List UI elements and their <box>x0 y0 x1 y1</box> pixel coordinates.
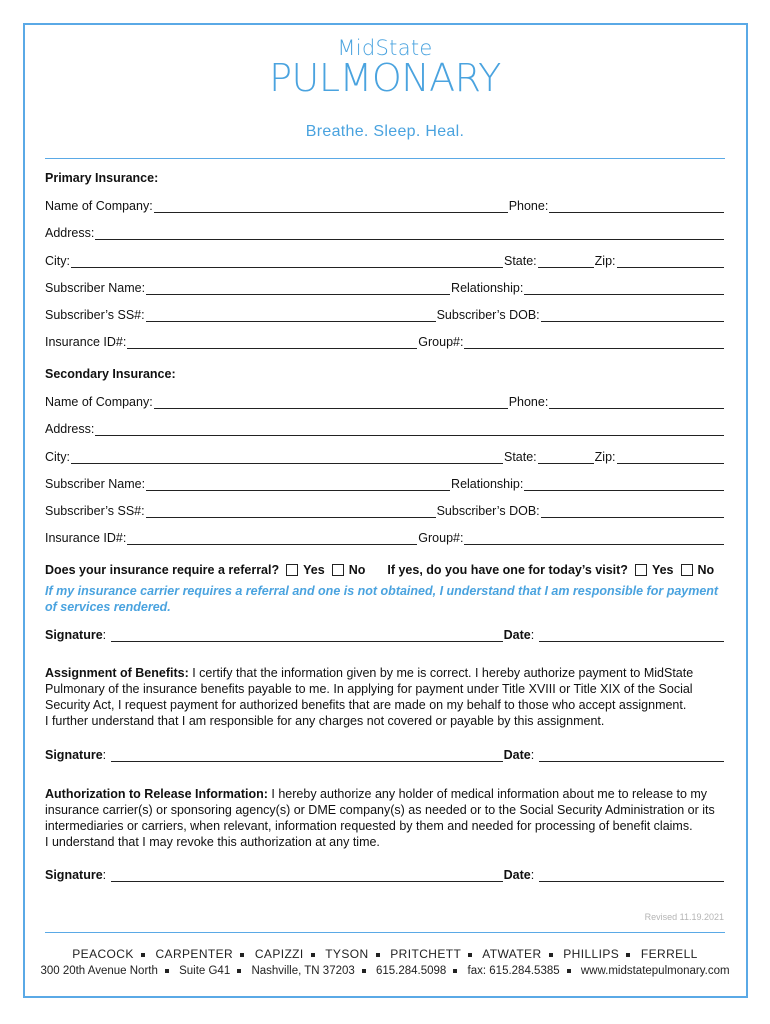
secondary-insurance-id-field[interactable] <box>127 534 417 545</box>
authorization-text-2: I understand that I may revoke this authorization at any time. <box>45 835 380 849</box>
signature-row-3: Signature : Date : <box>45 866 725 882</box>
secondary-phone-field[interactable] <box>549 398 724 409</box>
relationship-label: Relationship: <box>451 477 524 491</box>
signature-row-2: Signature : Date : <box>45 746 725 762</box>
primary-relationship-field[interactable] <box>524 284 724 295</box>
primary-insurance-title: Primary Insurance: <box>45 171 159 185</box>
phone-label: Phone: <box>508 199 549 213</box>
footer-contact <box>0 965 770 977</box>
separator-dot <box>311 953 315 957</box>
primary-company-row <box>45 197 725 213</box>
secondary-zip-field[interactable] <box>617 453 724 464</box>
tagline: Breathe. Sleep. Heal. <box>305 123 465 140</box>
signature-label: Signature <box>45 748 103 762</box>
subscriber-name-label: Subscriber Name: <box>45 477 146 491</box>
logo-pulmonary: PULMONARY <box>269 56 501 100</box>
primary-state-field[interactable] <box>538 257 594 268</box>
referral-question-2: If yes, do you have one for today’s visit? <box>387 563 628 577</box>
signature-field-2[interactable] <box>111 751 503 762</box>
secondary-insurance-title: Secondary Insurance: <box>45 367 176 381</box>
city-state-zip: Nashville, TN 37203 <box>251 965 355 977</box>
secondary-company-row <box>45 393 725 409</box>
date-field-2[interactable] <box>539 751 724 762</box>
secondary-city-field[interactable] <box>71 453 503 464</box>
referral-yes-checkbox[interactable] <box>286 564 298 576</box>
city-label: City: <box>45 450 70 464</box>
visit-referral-no-checkbox[interactable] <box>681 564 693 576</box>
separator-dot <box>626 953 630 957</box>
signature-row-1: Signature : Date : <box>45 626 725 642</box>
dob-label: Subscriber’s DOB: <box>436 308 540 322</box>
date-label: Date <box>503 748 531 762</box>
separator-dot <box>567 969 571 973</box>
signature-label: Signature <box>45 868 103 882</box>
website-link[interactable]: www.midstatepulmonary.com <box>580 965 730 977</box>
state-label: State: <box>504 450 537 464</box>
assignment-text: I certify that the information given by me is correct. I hereby authorize payment to MidState Pulmonary of the insurance benefits payable to me. In applying for payment under Title XVIII or Title XIX of the Social Security Act, I request payment for authorized benefits that are made on my behalf to those who accept assignment. <box>45 666 694 712</box>
date-field-1[interactable] <box>539 631 724 642</box>
assignment-of-benefits <box>45 665 730 729</box>
insurance-id-label: Insurance ID#: <box>45 335 127 349</box>
date-label: Date <box>503 628 531 642</box>
revised-date: Revised 11.19.2021 <box>644 912 724 922</box>
group-label: Group#: <box>418 335 464 349</box>
secondary-ssn-row <box>45 502 725 518</box>
authorization-heading: Authorization to Release Information: <box>45 787 268 801</box>
partner-names <box>0 947 770 961</box>
visit-referral-yes-label: Yes <box>651 563 674 577</box>
secondary-relationship-field[interactable] <box>524 480 724 491</box>
insurance-id-label: Insurance ID#: <box>45 531 127 545</box>
primary-city-row <box>45 252 725 268</box>
primary-subscriber-row <box>45 279 725 295</box>
city-label: City: <box>45 254 70 268</box>
ssn-label: Subscriber’s SS#: <box>45 308 145 322</box>
company-label: Name of Company: <box>45 395 153 409</box>
separator-dot <box>240 953 244 957</box>
separator-dot <box>362 969 366 973</box>
header-divider <box>45 158 725 159</box>
ssn-label: Subscriber’s SS#: <box>45 504 145 518</box>
fax-number: fax: 615.284.5385 <box>467 965 560 977</box>
date-label: Date <box>503 868 531 882</box>
street-address: 300 20th Avenue North <box>40 965 158 977</box>
partner-name: CARPENTER <box>155 947 234 961</box>
address-label: Address: <box>45 226 95 240</box>
referral-no-checkbox[interactable] <box>332 564 344 576</box>
separator-dot <box>468 953 472 957</box>
footer-divider <box>45 932 725 933</box>
subscriber-name-label: Subscriber Name: <box>45 281 146 295</box>
secondary-company-field[interactable] <box>154 398 508 409</box>
separator-dot <box>165 969 169 973</box>
separator-dot <box>549 953 553 957</box>
secondary-state-field[interactable] <box>538 453 594 464</box>
company-label: Name of Company: <box>45 199 153 213</box>
secondary-id-row <box>45 529 725 545</box>
referral-yes-label: Yes <box>303 563 325 577</box>
secondary-subscriber-name-field[interactable] <box>146 480 450 491</box>
referral-notice: If my insurance carrier requires a referral and one is not obtained, I understand that I am responsible for payment of services rendered. <box>45 584 719 614</box>
referral-no-label: No <box>348 563 366 577</box>
primary-address-row <box>45 224 725 240</box>
zip-label: Zip: <box>594 254 616 268</box>
separator-dot <box>237 969 241 973</box>
partner-name: FERRELL <box>640 947 698 961</box>
phone-number: 615.284.5098 <box>375 965 447 977</box>
secondary-city-row <box>45 448 725 464</box>
secondary-address-field[interactable] <box>95 425 724 436</box>
visit-referral-no-label: No <box>697 563 715 577</box>
dob-label: Subscriber’s DOB: <box>436 504 540 518</box>
authorization-text: I hereby authorize any holder of medical information about me to release to my insurance carrier(s) or sponsoring agency(s) or DME company(s) as needed or to the Social Security Administration or its intermediaries or carriers, when relevant, information requested by them and needed for processing of benefit claims. <box>45 787 715 833</box>
primary-city-field[interactable] <box>71 257 503 268</box>
address-label: Address: <box>45 422 95 436</box>
primary-group-field[interactable] <box>464 338 724 349</box>
partner-name: PEACOCK <box>72 947 134 961</box>
primary-subscriber-name-field[interactable] <box>146 284 450 295</box>
secondary-address-row <box>45 420 725 436</box>
primary-insurance-id-field[interactable] <box>127 338 417 349</box>
separator-dot <box>453 969 457 973</box>
suite: Suite G41 <box>179 965 231 977</box>
authorization-to-release <box>45 786 730 850</box>
primary-company-field[interactable] <box>154 202 508 213</box>
relationship-label: Relationship: <box>451 281 524 295</box>
signature-field-3[interactable] <box>111 871 503 882</box>
partner-name: PHILLIPS <box>563 947 620 961</box>
secondary-dob-field[interactable] <box>541 507 724 518</box>
primary-ssn-field[interactable] <box>146 311 436 322</box>
state-label: State: <box>504 254 537 268</box>
separator-dot <box>141 953 145 957</box>
primary-phone-field[interactable] <box>549 202 724 213</box>
partner-name: ATWATER <box>482 947 542 961</box>
secondary-group-field[interactable] <box>464 534 724 545</box>
assignment-text-2: I further understand that I am responsible for any charges not covered or payable by this assignment. <box>45 714 605 728</box>
signature-label: Signature <box>45 628 103 642</box>
primary-address-field[interactable] <box>95 229 724 240</box>
phone-label: Phone: <box>508 395 549 409</box>
secondary-ssn-field[interactable] <box>146 507 436 518</box>
group-label: Group#: <box>418 531 464 545</box>
date-field-3[interactable] <box>539 871 724 882</box>
separator-dot <box>376 953 380 957</box>
partner-name: TYSON <box>325 947 369 961</box>
primary-dob-field[interactable] <box>541 311 724 322</box>
assignment-heading: Assignment of Benefits: <box>45 666 189 680</box>
visit-referral-yes-checkbox[interactable] <box>635 564 647 576</box>
referral-question: Does your insurance require a referral? <box>45 563 280 577</box>
zip-label: Zip: <box>594 450 616 464</box>
logo-midstate: MidState <box>337 36 433 60</box>
primary-ssn-row <box>45 306 725 322</box>
signature-field-1[interactable] <box>111 631 503 642</box>
primary-id-row <box>45 333 725 349</box>
secondary-subscriber-row <box>45 475 725 491</box>
referral-row <box>45 563 725 577</box>
partner-name: CAPIZZI <box>254 947 304 961</box>
primary-zip-field[interactable] <box>617 257 724 268</box>
partner-name: PRITCHETT <box>390 947 462 961</box>
